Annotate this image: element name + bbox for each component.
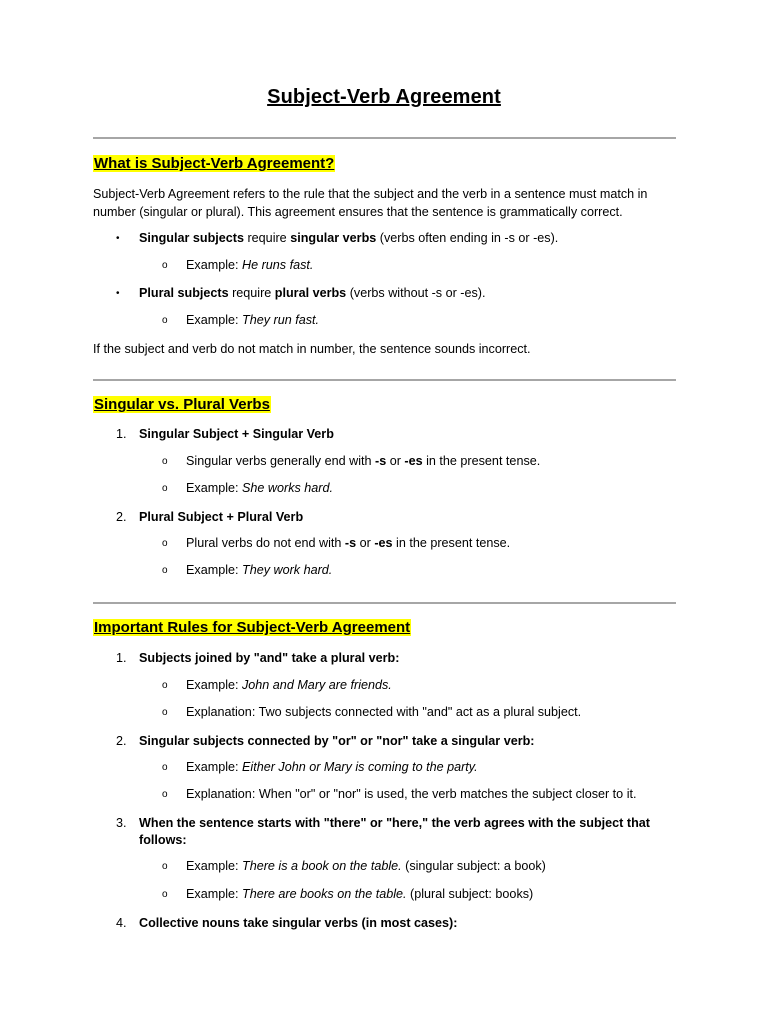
sub-bullet-mark: o <box>162 456 168 467</box>
text: (verbs without -s or -es). <box>346 286 486 300</box>
text: (verbs often ending in -s or -es). <box>376 231 559 245</box>
list-number: 1. <box>116 427 127 441</box>
sub-item-example <box>186 887 533 901</box>
example-label: Example: <box>186 859 242 873</box>
text: or <box>386 454 405 468</box>
divider-1 <box>93 137 676 139</box>
text: Singular verbs generally end with <box>186 454 376 468</box>
divider-3 <box>93 602 676 604</box>
list-item-title: Singular subjects connected by "or" or "nor" take a singular verb: <box>139 734 535 748</box>
example-label: Example: <box>186 481 242 495</box>
text: Plural verbs do not end with <box>186 536 345 550</box>
heading-text: What is Subject-Verb Agreement? <box>94 155 335 172</box>
bold-text: singular verbs <box>290 231 377 245</box>
text: in the present tense. <box>392 536 511 550</box>
sub-item-example <box>186 481 333 495</box>
sub-bullet-mark: o <box>162 483 168 494</box>
example-label: Example: <box>186 313 242 327</box>
section-heading-important-rules <box>93 619 411 636</box>
sub-bullet-mark: o <box>162 680 168 691</box>
example-text: Either John or Mary is coming to the party. <box>242 760 478 774</box>
section-heading-singular-plural <box>93 396 271 413</box>
list-number: 1. <box>116 651 127 665</box>
list-item-title: Collective nouns take singular verbs (in most cases): <box>139 916 458 930</box>
bold-text: plural verbs <box>274 286 347 300</box>
example-text: She works hard. <box>242 481 333 495</box>
bullet-plural-subjects <box>139 286 485 300</box>
sub-bullet-mark: o <box>162 315 168 326</box>
bullet-mark: • <box>116 288 120 299</box>
list-item-title: Plural Subject + Plural Verb <box>139 510 304 524</box>
bullet-singular-subjects <box>139 231 558 245</box>
example-label: Example: <box>186 563 242 577</box>
sub-bullet-mark: o <box>162 889 168 900</box>
example-singular <box>186 258 313 272</box>
sub-item-explanation: Explanation: Two subjects connected with "and" act as a plural subject. <box>186 705 582 719</box>
sub-bullet-mark: o <box>162 762 168 773</box>
list-number: 2. <box>116 510 127 524</box>
divider-2 <box>93 379 676 381</box>
example-note: (singular subject: a book) <box>401 859 546 873</box>
bold-text: -es <box>404 454 423 468</box>
closing-paragraph: If the subject and verb do not match in number, the sentence sounds incorrect. <box>93 342 531 356</box>
list-number: 4. <box>116 916 127 930</box>
document-title: Subject-Verb Agreement <box>267 86 501 108</box>
example-note: (plural subject: books) <box>406 887 534 901</box>
sub-item-example <box>186 760 478 774</box>
bold-text: Plural subjects <box>139 286 229 300</box>
example-text: John and Mary are friends. <box>242 678 392 692</box>
example-text: There is a book on the table. <box>242 859 402 873</box>
example-text: They run fast. <box>242 313 319 327</box>
sub-bullet-mark: o <box>162 260 168 271</box>
list-item-title: When the sentence starts with "there" or "here," the verb agrees with the subject that follows: <box>139 816 650 847</box>
list-number: 3. <box>116 816 127 830</box>
heading-text: Important Rules for Subject-Verb Agreement <box>94 619 411 636</box>
text: or <box>356 536 375 550</box>
sub-bullet-mark: o <box>162 789 168 800</box>
example-label: Example: <box>186 258 242 272</box>
sub-item <box>186 536 510 550</box>
sub-item-example <box>186 563 332 577</box>
heading-text: Singular vs. Plural Verbs <box>94 396 270 413</box>
bold-text: -es <box>374 536 393 550</box>
example-label: Example: <box>186 760 242 774</box>
sub-item-explanation: Explanation: When "or" or "nor" is used, the verb matches the subject closer to it. <box>186 787 637 801</box>
bold-text: -s <box>344 536 357 550</box>
sub-bullet-mark: o <box>162 538 168 549</box>
example-label: Example: <box>186 887 242 901</box>
list-item-title: Singular Subject + Singular Verb <box>139 427 334 441</box>
sub-item-example <box>186 859 546 873</box>
sub-bullet-mark: o <box>162 565 168 576</box>
bold-text: Singular subjects <box>139 231 244 245</box>
bold-text: -s <box>375 454 387 468</box>
example-text: There are books on the table. <box>242 887 407 901</box>
sub-bullet-mark: o <box>162 707 168 718</box>
bullet-mark: • <box>116 233 120 244</box>
example-plural <box>186 313 319 327</box>
text: in the present tense. <box>422 454 541 468</box>
example-text: He runs fast. <box>242 258 314 272</box>
list-number: 2. <box>116 734 127 748</box>
text: require <box>228 286 275 300</box>
list-item-title: Subjects joined by "and" take a plural verb: <box>139 651 400 665</box>
sub-item-example <box>186 678 392 692</box>
sub-item <box>186 454 540 468</box>
intro-paragraph: Subject-Verb Agreement refers to the rule that the subject and the verb in a sentence must match in number (singular or plural). This agreement ensures that the sentence is grammatically correct. <box>93 187 648 219</box>
text: require <box>243 231 291 245</box>
example-text: They work hard. <box>242 563 333 577</box>
example-label: Example: <box>186 678 242 692</box>
section-heading-what-is <box>93 155 335 172</box>
sub-bullet-mark: o <box>162 861 168 872</box>
